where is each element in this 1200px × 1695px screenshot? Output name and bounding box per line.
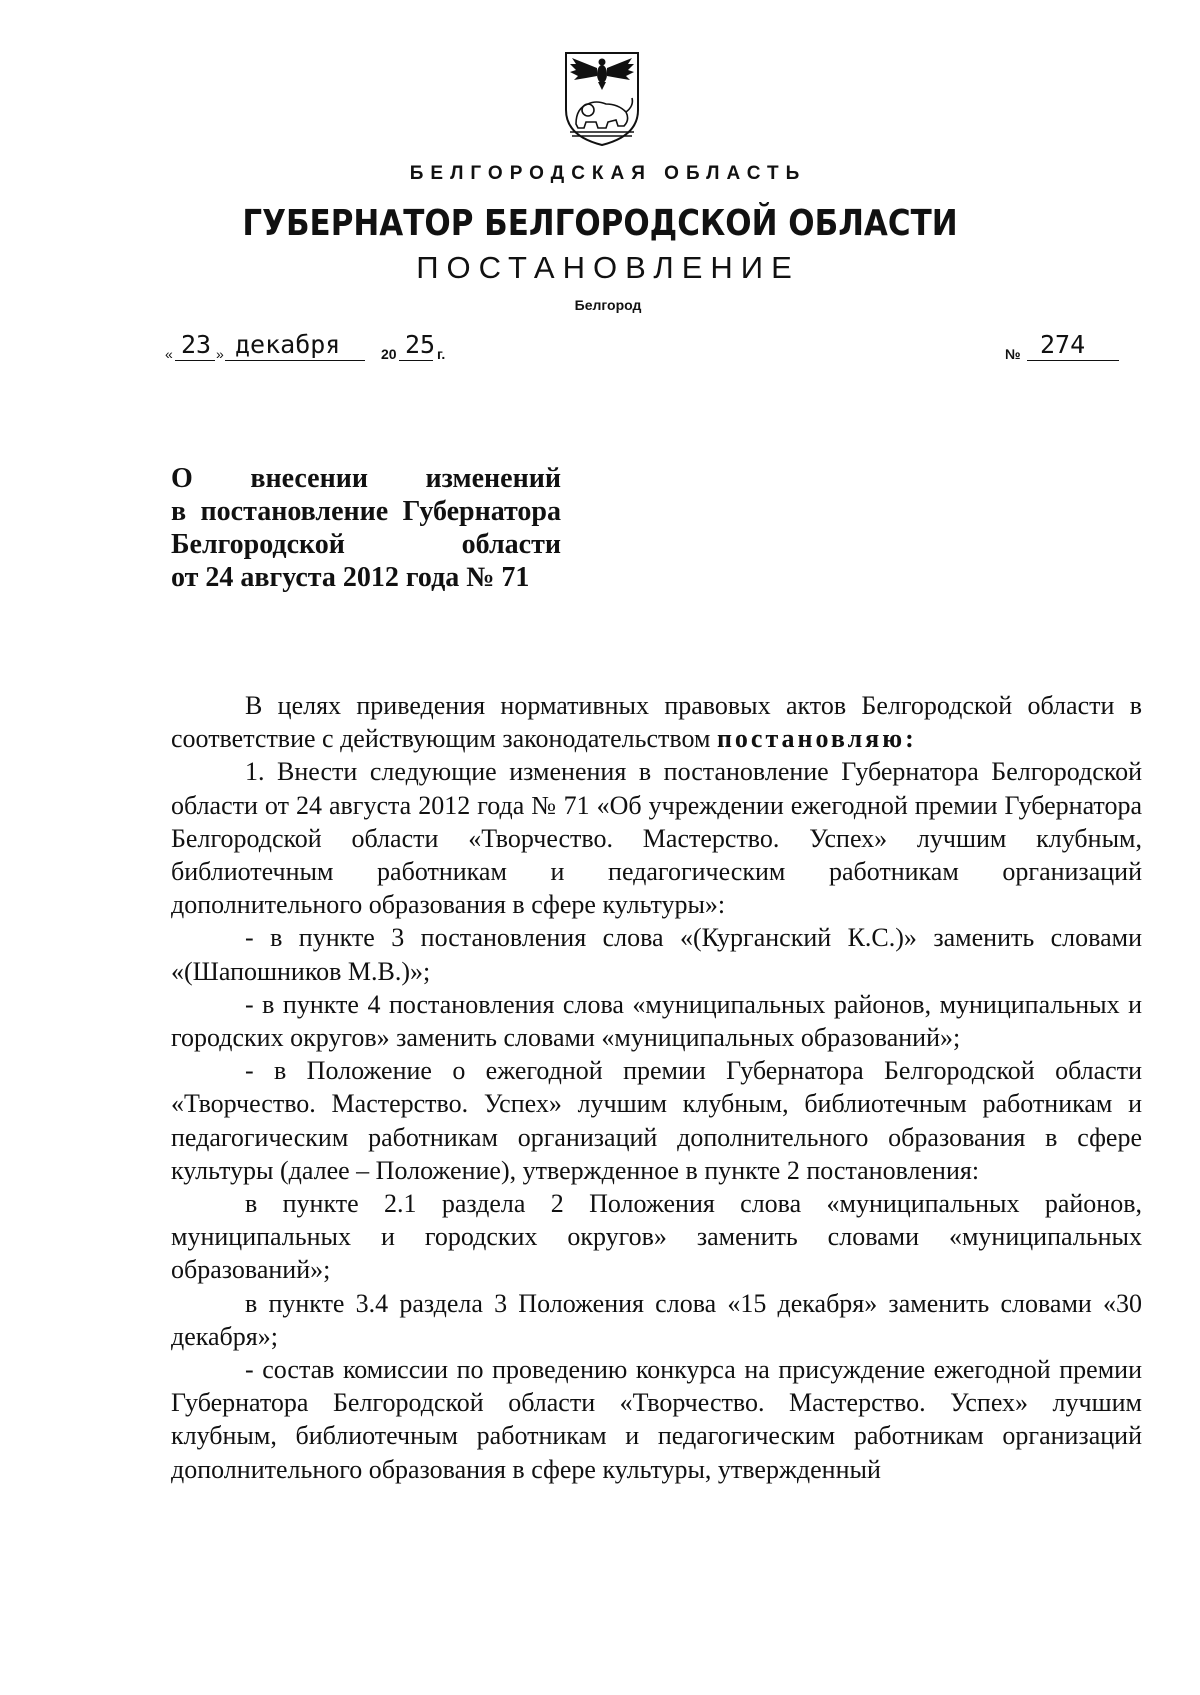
- intro-paragraph: [171, 689, 1142, 755]
- body-paragraph: - в пункте 3 постановления слова «(Курганский К.С.)» заменить словами «(Шапошников М.В.)»;: [171, 923, 1142, 986]
- date-year-suffix: 25: [405, 330, 436, 359]
- title-line: в постановление Губернатора: [171, 496, 561, 527]
- decree-keyword: постановляю:: [716, 724, 917, 754]
- city-label: Белгород: [574, 297, 642, 313]
- body-paragraph: - в пункте 4 постановления слова «муниципальных районов, муниципальных и городских округов» заменить словами «муниципальных образований»;: [171, 989, 1142, 1053]
- body-paragraph: - в Положение о ежегодной премии Губернатора Белгородской области «Творчество. Мастерство. Успех» лучшим клубным, библиотечным работникам и педагогическим работникам организаций дополнительного образования в сфере культуры (далее – Положение), утвержденное в пункте 2 постановления:: [171, 1056, 1142, 1185]
- date-year-abbr: г.: [437, 346, 446, 362]
- title-line: О внесении изменений: [171, 463, 561, 494]
- body-paragraph: - состав комиссии по проведению конкурса на присуждение ежегодной премии Губернатора Белгородской области «Творчество. Мастерство. Успех» лучшим клубным, библиотечным работникам и педагогическим работникам организаций дополнительного образования в сфере культуры, утвержденный: [171, 1355, 1142, 1484]
- date-open-quote: «: [165, 346, 173, 362]
- document-type-heading: ПОСТАНОВЛЕНИЕ: [416, 250, 800, 285]
- coat-of-arms-icon: [562, 50, 642, 148]
- region-heading: БЕЛГОРОДСКАЯ ОБЛАСТЬ: [409, 163, 807, 184]
- number-value: 274: [1040, 330, 1086, 359]
- title-line: Белгородской области: [171, 529, 561, 560]
- document-number: [1005, 330, 1125, 370]
- governor-heading: ГУБЕРНАТОР БЕЛГОРОДСКОЙ ОБЛАСТИ: [242, 203, 958, 244]
- date-month: декабря: [235, 330, 341, 359]
- date-line: [165, 330, 515, 370]
- number-label: №: [1005, 346, 1021, 362]
- body-paragraph: в пункте 2.1 раздела 2 Положения слова «муниципальных районов, муниципальных и городских округов» заменить словами «муниципальных образований»;: [171, 1189, 1142, 1285]
- title-line: от 24 августа 2012 года № 71: [171, 562, 530, 593]
- body-paragraph: в пункте 3.4 раздела 3 Положения слова «15 декабря» заменить словами «30 декабря»;: [171, 1288, 1142, 1351]
- document-title: [171, 462, 561, 594]
- date-day: 23: [181, 330, 212, 359]
- date-year-prefix: 20: [381, 346, 397, 362]
- date-close-quote: »: [216, 346, 224, 362]
- document-body: [171, 689, 1142, 1486]
- body-paragraph: 1. Внести следующие изменения в постановление Губернатора Белгородской области от 24 августа 2012 года № 71 «Об учреждении ежегодной премии Губернатора Белгородской области «Творчество. Мастерство. Успех» лучшим клубным, библиотечным работникам и педагогическим работникам организаций дополнительного образования в сфере культуры»:: [171, 757, 1142, 920]
- intro-text: В целях приведения нормативных правовых актов Белгородской области в соответствие с действующим законодательством: [171, 691, 1142, 754]
